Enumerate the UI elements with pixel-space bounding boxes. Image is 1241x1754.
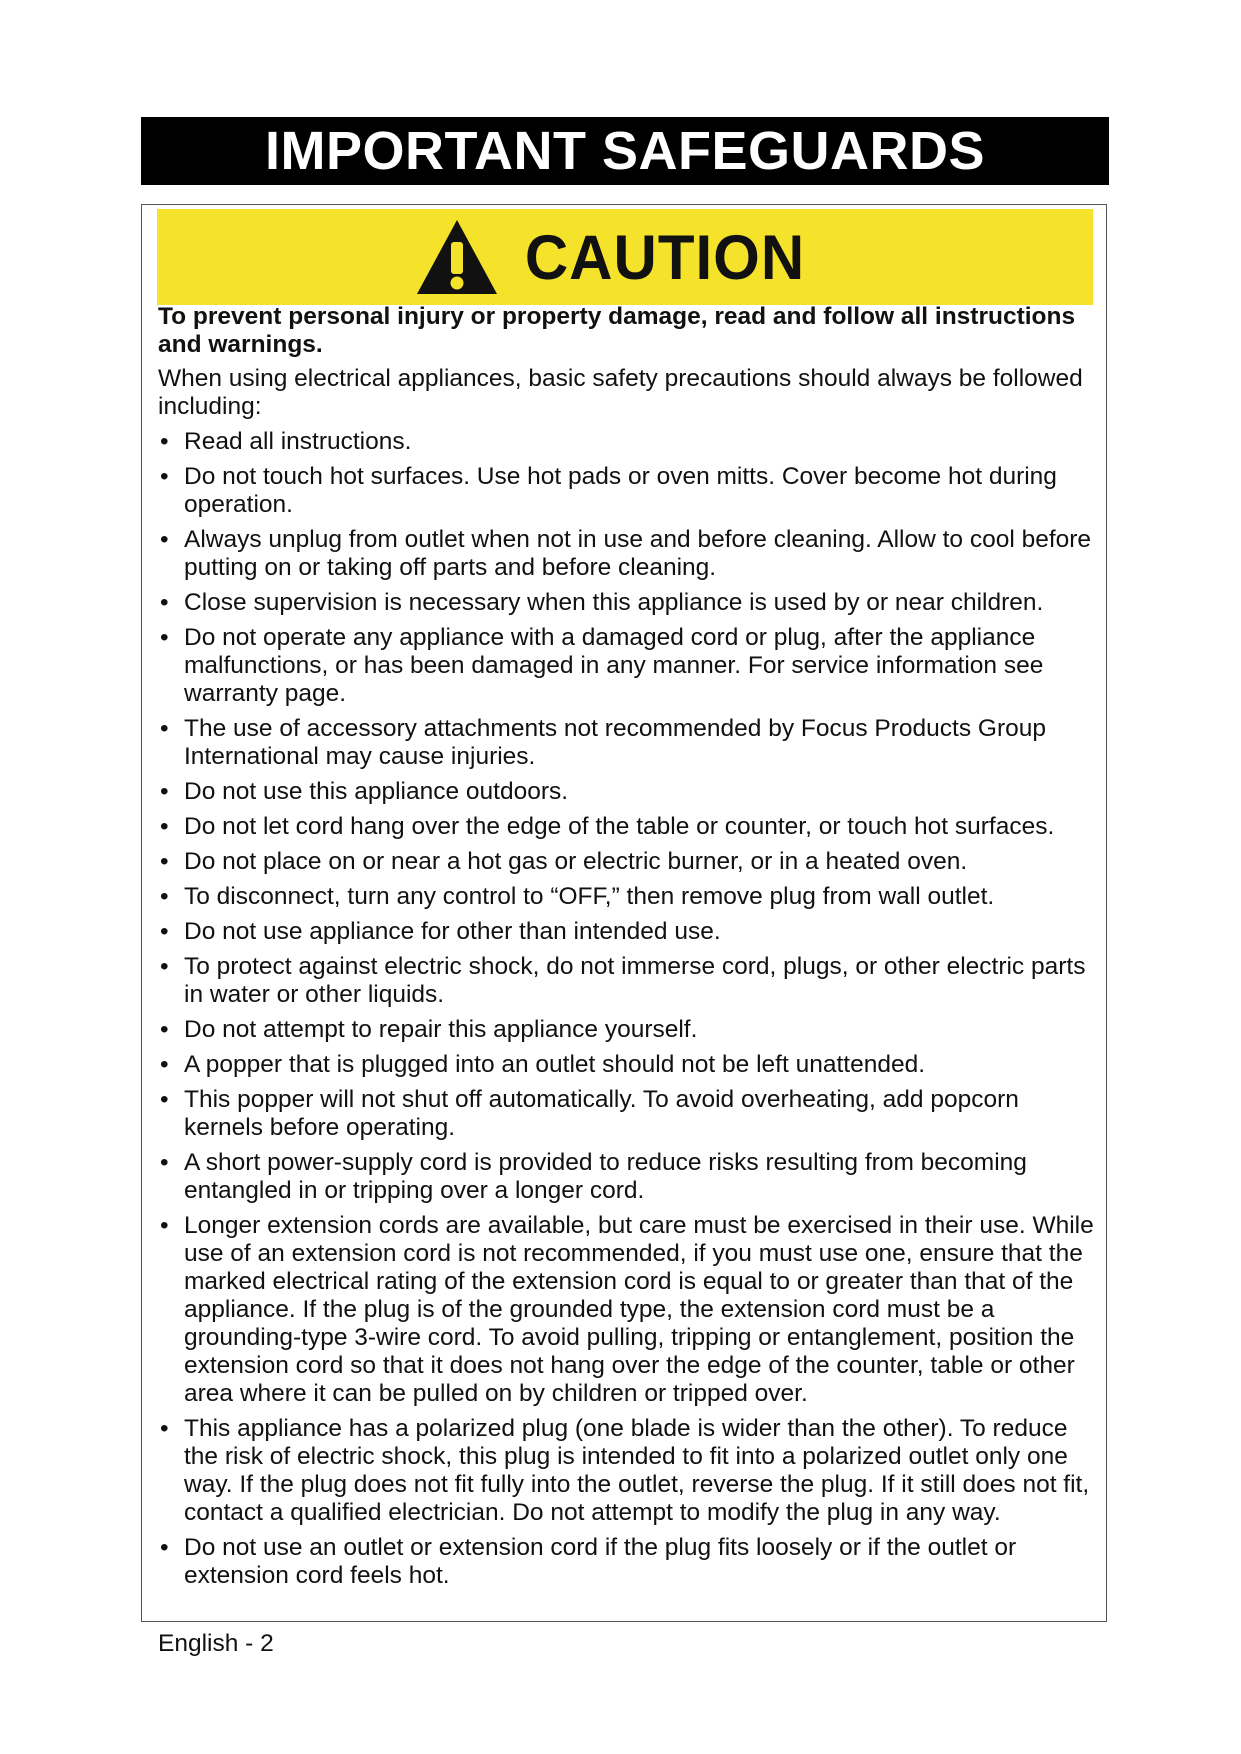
list-item-text: Do not let cord hang over the edge of the table or counter, or touch hot surfaces. bbox=[184, 813, 1055, 840]
list-item-text: A popper that is plugged into an outlet should not be left unattended. bbox=[184, 1051, 926, 1078]
caution-banner bbox=[157, 209, 1093, 305]
intro-warning: To prevent personal injury or property damage, read and follow all instructions and warnings. bbox=[158, 303, 1076, 358]
list-item-text: To protect against electric shock, do not immerse cord, plugs, or other electric parts in water or other liquids. bbox=[184, 953, 1086, 1008]
list-item-text: Read all instructions. bbox=[184, 428, 412, 455]
list-item-text: This popper will not shut off automatically. To avoid overheating, add popcorn kernels before operating. bbox=[184, 1086, 1019, 1141]
safeguards-text bbox=[158, 303, 1098, 1590]
safeguards-box bbox=[141, 204, 1107, 1622]
bullet-icon: • bbox=[160, 883, 169, 910]
list-item-text: Do not operate any appliance with a damaged cord or plug, after the appliance malfunctions, or has been damaged in any manner. For service information see warranty page. bbox=[184, 624, 1044, 707]
list-item-text: Close supervision is necessary when this appliance is used by or near children. bbox=[184, 589, 1044, 616]
list-item-text: The use of accessory attachments not recommended by Focus Products Group International may cause injuries. bbox=[184, 715, 1046, 770]
list-item bbox=[158, 428, 1098, 456]
page-title: IMPORTANT SAFEGUARDS bbox=[141, 117, 1109, 185]
list-item bbox=[158, 624, 1098, 708]
list-item bbox=[158, 1415, 1098, 1527]
bullet-icon: • bbox=[160, 715, 169, 742]
bullet-icon: • bbox=[160, 428, 169, 455]
bullet-icon: • bbox=[160, 1534, 169, 1561]
caution-label: CAUTION bbox=[524, 221, 806, 293]
list-item-text: Do not touch hot surfaces. Use hot pads or oven mitts. Cover become hot during operation. bbox=[184, 463, 1057, 518]
list-item-text: Do not attempt to repair this appliance yourself. bbox=[184, 1016, 698, 1043]
list-item bbox=[158, 1149, 1098, 1205]
bullet-icon: • bbox=[160, 463, 169, 490]
bullet-icon: • bbox=[160, 1149, 169, 1176]
list-item bbox=[158, 778, 1098, 806]
list-item bbox=[158, 589, 1098, 617]
list-item-text: Always unplug from outlet when not in use and before cleaning. Allow to cool before putting on or taking off parts and before cleaning. bbox=[184, 526, 1092, 581]
list-item-text: A short power-supply cord is provided to reduce risks resulting from becoming entangled in or tripping over a longer cord. bbox=[184, 1149, 1027, 1204]
bullet-icon: • bbox=[160, 813, 169, 840]
list-item bbox=[158, 1016, 1098, 1044]
list-item bbox=[158, 1051, 1098, 1079]
list-item-text: This appliance has a polarized plug (one blade is wider than the other). To reduce the risk of electric shock, this plug is intended to fit into a polarized outlet only one way. If the plug does not fit fully into the outlet, reverse the plug. If it still does not fit, contact a qualified electrician. Do not attempt to modify the plug in any way. bbox=[184, 1415, 1090, 1526]
list-item-text: Do not use appliance for other than intended use. bbox=[184, 918, 721, 945]
bullet-icon: • bbox=[160, 1212, 169, 1239]
list-item-text: Longer extension cords are available, but care must be exercised in their use. While use of an extension cord is not recommended, if you must use one, ensure that the marked electrical rating of the extension cord is equal to or greater than that of the appliance. If the plug is of the grounded type, the extension cord must be a grounding-type 3-wire cord. To avoid pulling, tripping or entanglement, position the extension cord so that it does not hang over the edge of the counter, table or other area where it can be pulled on by children or tripped over. bbox=[184, 1212, 1094, 1407]
intro-text: When using electrical appliances, basic safety precautions should always be followed including: bbox=[158, 365, 1083, 420]
bullet-icon: • bbox=[160, 918, 169, 945]
list-item-text: Do not use an outlet or extension cord if the plug fits loosely or if the outlet or extension cord feels hot. bbox=[184, 1534, 1017, 1589]
bullet-icon: • bbox=[160, 1086, 169, 1113]
bullet-icon: • bbox=[160, 1415, 169, 1442]
bullet-icon: • bbox=[160, 848, 169, 875]
list-item bbox=[158, 526, 1098, 582]
bullet-icon: • bbox=[160, 526, 169, 553]
bullet-icon: • bbox=[160, 1016, 169, 1043]
warning-triangle-icon bbox=[415, 218, 499, 296]
list-item bbox=[158, 1086, 1098, 1142]
list-item bbox=[158, 1534, 1098, 1590]
list-item-text: Do not use this appliance outdoors. bbox=[184, 778, 569, 805]
bullet-icon: • bbox=[160, 624, 169, 651]
bullet-icon: • bbox=[160, 953, 169, 980]
bullet-icon: • bbox=[160, 778, 169, 805]
list-item bbox=[158, 883, 1098, 911]
bullet-icon: • bbox=[160, 1051, 169, 1078]
list-item bbox=[158, 953, 1098, 1009]
list-item bbox=[158, 1212, 1098, 1408]
list-item bbox=[158, 715, 1098, 771]
page-number: English - 2 bbox=[158, 1630, 274, 1657]
list-item bbox=[158, 848, 1098, 876]
bullet-icon: • bbox=[160, 589, 169, 616]
list-item bbox=[158, 463, 1098, 519]
list-item bbox=[158, 918, 1098, 946]
list-item-text: To disconnect, turn any control to “OFF,” then remove plug from wall outlet. bbox=[184, 883, 995, 910]
safeguards-list bbox=[158, 428, 1098, 1590]
list-item-text: Do not place on or near a hot gas or electric burner, or in a heated oven. bbox=[184, 848, 968, 875]
list-item bbox=[158, 813, 1098, 841]
